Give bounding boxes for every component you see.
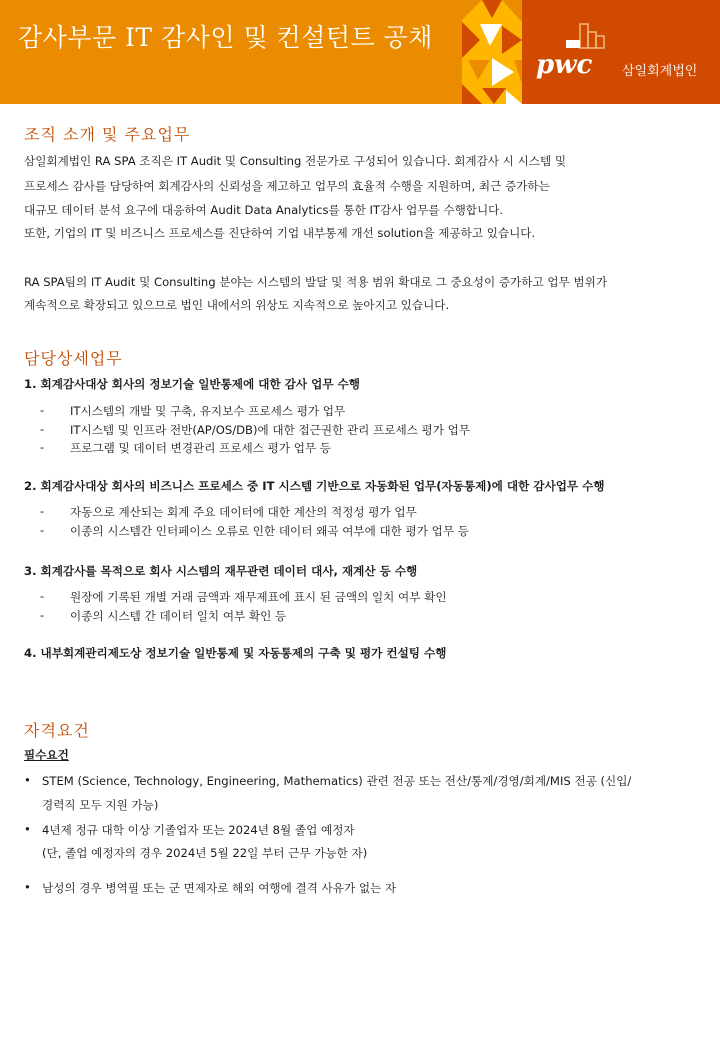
section-title-duties: 담당상세업무: [24, 349, 123, 368]
duty-heading: 4. 내부회계관리제도상 정보기술 일반통제 및 자동통제의 구축 및 평가 컨설팅 수행: [24, 646, 447, 660]
geometric-pattern-icon: [462, 0, 522, 104]
duty-sub-text: 프로그램 및 데이터 변경관리 프로세스 평가 업무 등: [70, 441, 331, 455]
dash-marker: -: [40, 504, 45, 518]
header-banner: [0, 0, 720, 104]
duty-sub-text: 자동으로 계산되는 회계 주요 데이터에 대한 계산의 적정성 평가 업무: [70, 505, 417, 519]
duty-sub-text: 이종의 시스템 간 데이터 일치 여부 확인 등: [70, 609, 287, 623]
dash-marker: -: [40, 608, 45, 622]
qual-line: 경력직 모두 지원 가능): [42, 798, 159, 812]
intro-line: 삼일회계법인 RA SPA 조직은 IT Audit 및 Consulting 전문가로 구성되어 있습니다. 회계감사 시 시스템 및: [24, 154, 567, 168]
dash-marker: -: [40, 403, 45, 417]
firm-name: 삼일회계법인: [622, 64, 698, 79]
pwc-logo-building-icon: [562, 22, 606, 50]
qual-line: STEM (Science, Technology, Engineering, Mathematics) 관련 전공 또는 전산/통계/경영/회계/MIS 전공 (신입/: [42, 774, 632, 788]
qual-line: 4년제 정규 대학 이상 기졸업자 또는 2024년 8월 졸업 예정자: [42, 823, 355, 837]
section-title-qualifications: 자격요건: [24, 721, 90, 740]
duty-sub-text: 원장에 기록된 개별 거래 금액과 재무제표에 표시 된 금액의 일치 여부 확인: [70, 590, 447, 604]
duty-sub-text: IT시스템 및 인프라 전반(AP/OS/DB)에 대한 접근권한 관리 프로세스 평가 업무: [70, 423, 471, 437]
duty-heading: 3. 회계감사를 목적으로 회사 시스템의 재무관련 데이터 대사, 재계산 등 수행: [24, 564, 418, 578]
header-pattern-strip: [462, 0, 522, 104]
bullet-marker: •: [24, 822, 31, 836]
page-title: 감사부문 IT 감사인 및 컨설턴트 공채: [18, 23, 433, 52]
intro-line: 대규모 데이터 분석 요구에 대응하여 Audit Data Analytics를 통한 IT감사 업무를 수행합니다.: [24, 203, 504, 217]
duty-heading: 1. 회계감사대상 회사의 정보기술 일반통제에 대한 감사 업무 수행: [24, 377, 360, 391]
qual-line: 남성의 경우 병역필 또는 군 면제자로 해외 여행에 결격 사유가 없는 자: [42, 881, 397, 895]
qual-line: (단, 졸업 예정자의 경우 2024년 5월 22일 부터 근무 가능한 자): [42, 846, 368, 860]
intro-line: 또한, 기업의 IT 및 비즈니스 프로세스를 진단하여 기업 내부통제 개선 solution을 제공하고 있습니다.: [24, 226, 536, 240]
bullet-marker: •: [24, 880, 31, 894]
intro-line: 계속적으로 확장되고 있으므로 법인 내에서의 위상도 지속적으로 높아지고 있습니다.: [24, 298, 450, 312]
section-title-intro: 조직 소개 및 주요업무: [24, 125, 191, 144]
dash-marker: -: [40, 440, 45, 454]
intro-line: 프로세스 감사를 담당하여 회계감사의 신뢰성을 제고하고 업무의 효율적 수행을 지원하며, 최근 증가하는: [24, 179, 550, 193]
duty-sub-text: 이종의 시스템간 인터페이스 오류로 인한 데이터 왜곡 여부에 대한 평가 업무 등: [70, 524, 469, 538]
required-subtitle: 필수요건: [24, 748, 69, 762]
pwc-logo: pwc: [536, 50, 593, 80]
dash-marker: -: [40, 422, 45, 436]
duty-heading: 2. 회계감사대상 회사의 비즈니스 프로세스 중 IT 시스템 기반으로 자동화된 업무(자동통제)에 대한 감사업무 수행: [24, 479, 605, 493]
dash-marker: -: [40, 523, 45, 537]
duty-sub-text: IT시스템의 개발 및 구축, 유지보수 프로세스 평가 업무: [70, 404, 346, 418]
intro-line: RA SPA팀의 IT Audit 및 Consulting 분야는 시스템의 발달 및 적용 범위 확대로 그 중요성이 증가하고 업무 범위가: [24, 275, 608, 289]
bullet-marker: •: [24, 773, 31, 787]
dash-marker: -: [40, 589, 45, 603]
